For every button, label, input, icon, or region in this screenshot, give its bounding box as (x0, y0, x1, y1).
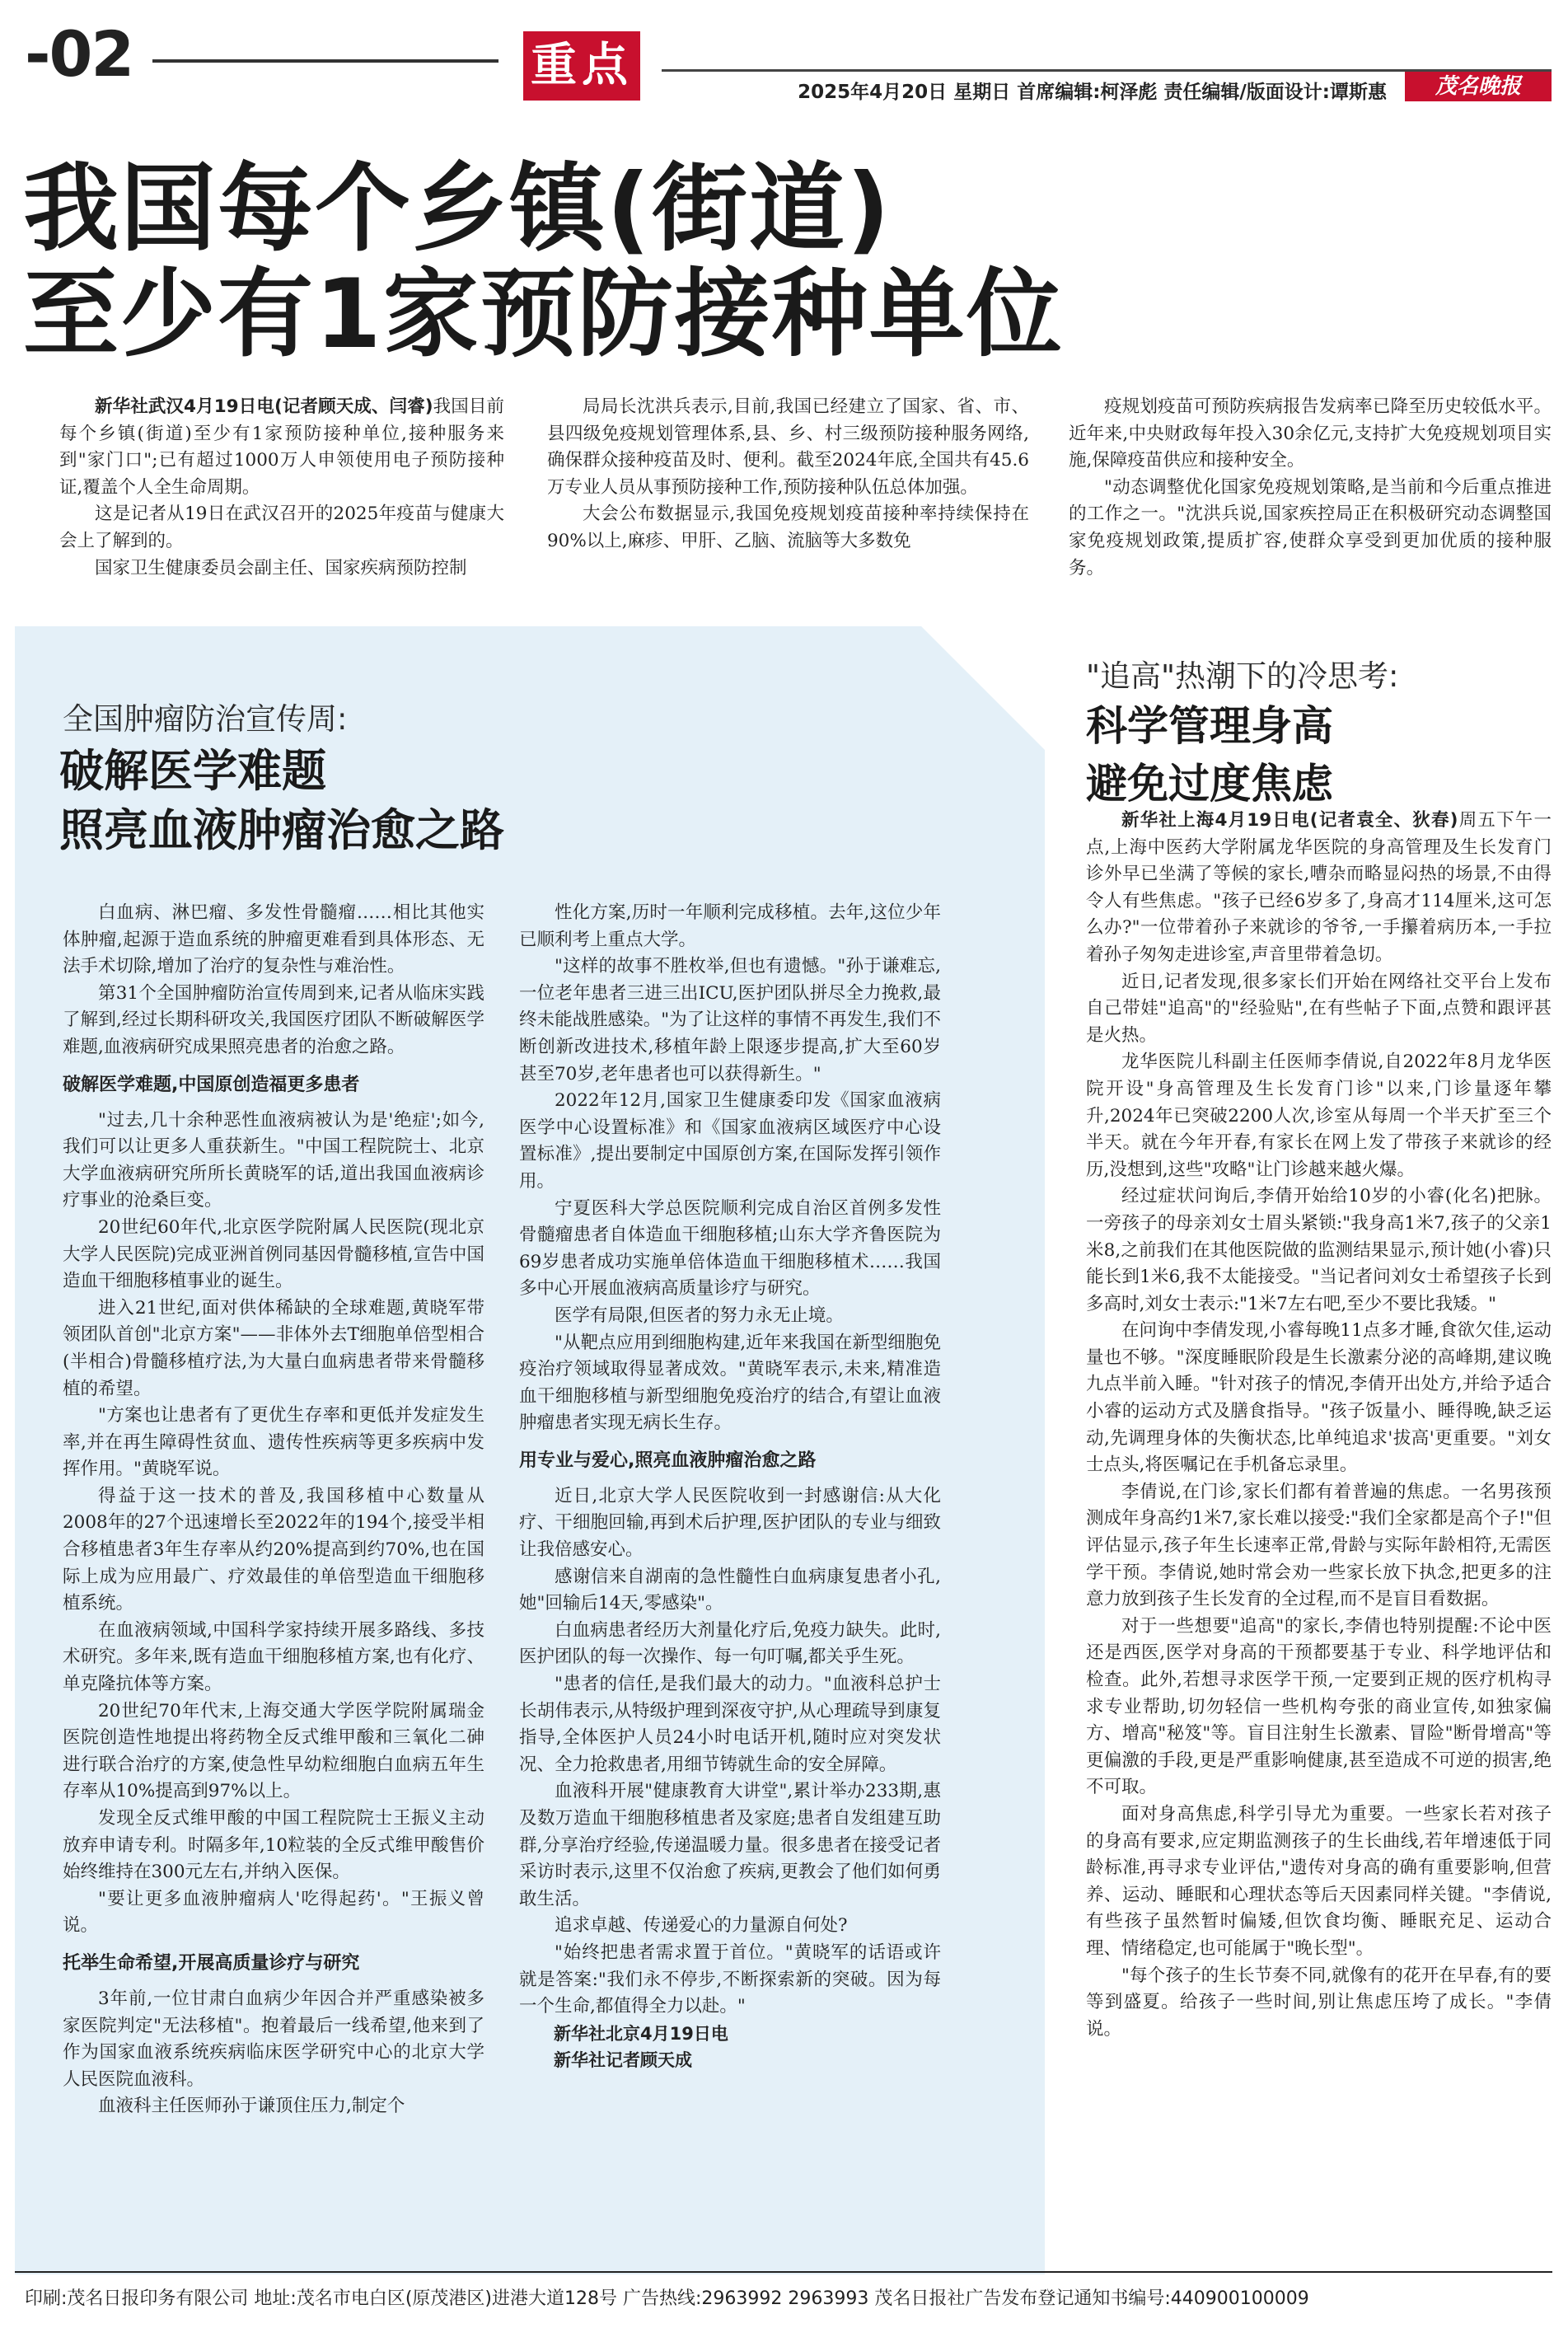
body-paragraph: 发现全反式维甲酸的中国工程院院士王振义主动放弃申请专利。时隔多年,10粒装的全反式维甲酸售价始终维持在300元左右,并纳入医保。 (63, 1808, 484, 1883)
headline-line-2: 至少有1家预防接种单位 (23, 259, 1064, 370)
side-kicker: "追高"热潮下的冷思考: (1086, 658, 1399, 694)
body-paragraph: 血液科开展"健康教育大讲堂",累计举办233期,惠及数万造血干细胞移植患者及家庭;患者自发组建互助群,分享治疗经验,传递温暖力量。很多患者在接受记者采访时表示,这里不仅治愈了疾病,更教会了他们如何勇敢生活。 (519, 1781, 941, 1909)
feature-title-line-1: 破解医学难题 (59, 745, 326, 797)
body-paragraph: "过去,几十余种恶性血液病被认为是'绝症';如今,我们可以让更多人重获新生。"中国工程院院士、北京大学血液病研究所所长黄晓军的话,道出我国血液病诊疗事业的沧桑巨变。 (63, 1109, 484, 1211)
feature-column-1 (63, 900, 484, 2120)
body-paragraph: "动态调整优化国家免疫规划策略,是当前和今后重点推进的工作之一。"沈洪兵说,国家疾控局正在积极研究动态调整国家免疫规划政策,提质扩容,使群众享受到更加优质的接种服务。 (1069, 476, 1552, 578)
headline-line-1: 我国每个乡镇(街道) (23, 153, 892, 265)
body-paragraph: 对于一些想要"追高"的家长,李倩也特别提醒:不论中医还是西医,医学对身高的干预都要基于专业、科学地评估和检查。此外,若想寻求医学干预,一定要到正规的医疗机构寻求专业帮助,切勿轻信一些机构夸张的商业宣传,如独家偏方、增高"秘笈"等。盲目注射生长激素、冒险"断骨增高"等更偏激的手段,更是严重影响健康,甚至造成不可逆的损害,绝不可取。 (1086, 1615, 1552, 1798)
body-paragraph: 大会公布数据显示,我国免疫规划疫苗接种率持续保持在90%以上,麻疹、甲肝、乙脑、流脑等大多数免 (547, 504, 1029, 551)
feature-byline2: 新华社记者顾天成 (554, 2050, 692, 2071)
body-paragraph: "始终把患者需求置于首位。"黄晓军的话语或许就是答案:"我们永不停步,不断探索新的突破。因为每一个生命,都值得全力以赴。" (519, 1942, 941, 2017)
body-paragraph: 性化方案,历时一年顺利完成移植。去年,这位少年已顺利考上重点大学。 (519, 902, 941, 950)
side-title (1086, 697, 1333, 813)
body-paragraph: 国家卫生健康委员会副主任、国家疾病预防控制 (95, 557, 467, 578)
body-paragraph: 龙华医院儿科副主任医师李倩说,自2022年8月龙华医院开设"身高管理及生长发育门诊"以来,门诊量逐年攀升,2024年已突破2200人次,诊室从每周一个半天扩至三个半天。就在今年开春,有家长在网上发了带孩子来就诊的经历,没想到,这些"攻略"让门诊越来越火爆。 (1086, 1052, 1552, 1180)
section-badge: 重点 (523, 31, 640, 101)
body-paragraph: 这是记者从19日在武汉召开的2025年疫苗与健康大会上了解到的。 (59, 504, 504, 551)
header-rule (152, 59, 498, 63)
body-paragraph: 追求卓越、传递爱心的力量源自何处? (555, 1915, 848, 1937)
footer-rule (15, 2271, 1552, 2273)
body-paragraph: "患者的信任,是我们最大的动力。"血液科总护士长胡伟表示,从特级护理到深夜守护,从心理疏导到康复指导,全体医护人员24小时电话开机,随时应对突发状况、全力抢救患者,用细节铸就生命的安全屏障。 (519, 1674, 941, 1775)
body-paragraph: 在问询中李倩发现,小睿每晚11点多才睡,食欲欠佳,运动量也不够。"深度睡眠阶段是生长激素分泌的高峰期,建议晚九点半前入睡。"针对孩子的情况,李倩开出处方,并给予适合小睿的运动方式及膳食指导。"孩子饭量小、睡得晚,缺乏运动,先调理身体的失衡状态,比单纯追求'拔高'更重要。"刘女士点头,将医嘱记在手机备忘录里。 (1086, 1320, 1552, 1476)
body-paragraph: 3年前,一位甘肃白血病少年因合并严重感染被多家医院判定"无法移植"。抱着最后一线希望,他来到了作为国家血液系统疾病临床医学研究中心的北京大学人民医院血液科。 (63, 1988, 484, 2090)
section-subheading: 破解医学难题,中国原创造福更多患者 (63, 1074, 360, 1095)
section-subheading: 托举生命希望,开展高质量诊疗与研究 (63, 1952, 360, 1974)
page-number: -02 (25, 17, 133, 91)
feature-kicker: 全国肿瘤防治宣传周: (63, 701, 348, 737)
body-paragraph: 面对身高焦虑,科学引导尤为重要。一些家长若对孩子的身高有要求,应定期监测孩子的生长曲线,若年增速低于同龄标准,再寻求专业评估,"遗传对身高的确有重要影响,但营养、运动、睡眠和心理状态等后天因素同样关键。"李倩说,有些孩子虽然暂时偏矮,但饮食均衡、睡眠充足、运动合理、情绪稳定,也可能属于"晚长型"。 (1086, 1803, 1552, 1959)
body-paragraph: "要让更多血液肿瘤病人'吃得起药'。"王振义曾说。 (63, 1888, 484, 1937)
footer-imprint: 印刷:茂名日报印务有限公司 地址:茂名市电白区(原茂港区)进港大道128号 广告热线:2963992 2963993 茂名日报社广告发布登记通知书编号:440900100009 (25, 2288, 1309, 2309)
body-paragraph: 经过症状问询后,李倩开始给10岁的小睿(化名)把脉。一旁孩子的母亲刘女士眉头紧锁:"我身高1米7,孩子的父亲1米8,之前我们在其他医院做的监测结果显示,预计她(小睿)只能长到1米6,我不太能接受。"当记者问刘女士希望孩子长到多高时,刘女士表示:"1米7左右吧,至少不要比我矮。" (1086, 1186, 1552, 1314)
side-title-line-1: 科学管理身高 (1086, 702, 1333, 750)
lead-column-3 (1069, 394, 1552, 582)
body-paragraph: 2022年12月,国家卫生健康委印发《国家血液病医学中心设置标准》和《国家血液病区域医疗中心设置标准》,提出要制定中国原创方案,在国际发挥引领作用。 (519, 1090, 941, 1192)
body-paragraph: 近日,北京大学人民医院收到一封感谢信:从大化疗、干细胞回输,再到术后护理,医护团队的专业与细致让我倍感安心。 (519, 1485, 941, 1561)
body-paragraph: 感谢信来自湖南的急性髓性白血病康复患者小孔,她"回输后14天,零感染"。 (519, 1566, 941, 1614)
body-paragraph: "从靶点应用到细胞构建,近年来我国在新型细胞免疫治疗领域取得显著成效。"黄晓军表示,未来,精准造血干细胞移植与新型细胞免疫治疗的结合,有望让血液肿瘤患者实现无病长生存。 (519, 1332, 941, 1434)
article-dateline: 新华社上海4月19日电(记者袁全、狄春) (1121, 810, 1458, 831)
newspaper-logo: 茂名晚报 (1405, 72, 1552, 101)
body-paragraph: 20世纪60年代,北京医学院附属人民医院(现北京大学人民医院)完成亚洲首例同基因骨髓移植,宣告中国造血干细胞移植事业的诞生。 (63, 1216, 484, 1292)
body-paragraph: 李倩说,在门诊,家长们都有着普遍的焦虑。一名男孩预测成年身高约1米7,家长难以接受:"我们全家都是高个子!"但评估显示,孩子年生长速率正常,骨龄与实际年龄相符,无需医学干预。李倩说,她时常会劝一些家长放下执念,把更多的注意力放到孩子生长发育的全过程,而不是盲目看数据。 (1086, 1481, 1552, 1610)
body-paragraph: 白血病患者经历大剂量化疗后,免疫力缺失。此时,医护团队的每一次操作、每一句叮嘱,都关乎生死。 (519, 1619, 941, 1668)
feature-title-line-2: 照亮血液肿瘤治愈之路 (59, 804, 504, 856)
feature-title (59, 742, 504, 860)
body-paragraph: 局局长沈洪兵表示,目前,我国已经建立了国家、省、市、县四级免疫规划管理体系,县、乡、村三级预防接种服务网络,确保群众接种疫苗及时、便利。截至2024年底,全国共有45.6万专业人员从事预防接种工作,预防接种队伍总体加强。 (547, 396, 1029, 498)
body-paragraph: "方案也让患者有了更优生存率和更低并发症发生率,并在再生障碍性贫血、遗传性疾病等更多疾病中发挥作用。"黄晓军说。 (63, 1405, 484, 1480)
article-dateline: 新华社武汉4月19日电(记者顾天成、闫睿) (95, 396, 433, 417)
body-paragraph: 第31个全国肿瘤防治宣传周到来,记者从临床实践了解到,经过长期科研攻关,我国医疗团队不断破解医学难题,血液病研究成果照亮患者的治愈之路。 (63, 982, 484, 1057)
body-paragraph: 近日,记者发现,很多家长们开始在网络社交平台上发布自己带娃"追高"的"经验贴",在有些帖子下面,点赞和跟评甚是火热。 (1086, 971, 1552, 1046)
feature-column-2 (519, 900, 941, 2074)
section-subheading: 用专业与爱心,照亮血液肿瘤治愈之路 (519, 1450, 817, 1471)
body-paragraph: 宁夏医科大学总医院顺利完成自治区首例多发性骨髓瘤患者自体造血干细胞移植;山东大学齐鲁医院为69岁患者成功实施单倍体造血干细胞移植术……我国多中心开展血液病高质量诊疗与研究。 (519, 1197, 941, 1300)
body-paragraph: 进入21世纪,面对供体稀缺的全球难题,黄晓军带领团队首创"北京方案"——非体外去T细胞单倍型相合(半相合)骨髓移植疗法,为大量白血病患者带来骨髓移植的希望。 (63, 1297, 484, 1399)
body-paragraph: 白血病、淋巴瘤、多发性骨髓瘤……相比其他实体肿瘤,起源于造血系统的肿瘤更难看到具体形态、无法手术切除,增加了治疗的复杂性与难治性。 (63, 902, 484, 977)
body-paragraph: 新华社武汉4月19日电(记者顾天成、闫睿)我国目前每个乡镇(街道)至少有1家预防接种单位,接种服务来到"家门口";已有超过1000万人申领使用电子预防接种证,覆盖个人全生命周期。 (59, 396, 504, 498)
body-paragraph: 血液科主任医师孙于谦顶住压力,制定个 (98, 2096, 405, 2117)
body-paragraph: 在血液病领域,中国科学家持续开展多路线、多技术研究。多年来,既有造血干细胞移植方案,也有化疗、单克隆抗体等方案。 (63, 1619, 484, 1695)
body-paragraph: 医学有局限,但医者的努力永无止境。 (555, 1305, 844, 1326)
side-article-body (1086, 808, 1552, 2043)
body-paragraph: 20世纪70年代末,上海交通大学医学院附属瑞金医院创造性地提出将药物全反式维甲酸和三氧化二砷进行联合治疗的方案,使急性早幼粒细胞白血病五年生存率从10%提高到97%以上。 (63, 1700, 484, 1802)
body-paragraph: "每个孩子的生长节奏不同,就像有的花开在早春,有的要等到盛夏。给孩子一些时间,别让焦虑压垮了成长。"李倩说。 (1086, 1965, 1552, 2040)
body-paragraph: "这样的故事不胜枚举,但也有遗憾。"孙于谦难忘,一位老年患者三进三出ICU,医护团队拼尽全力挽救,最终未能战胜感染。"为了让这样的事情不再发生,我们不断创新改进技术,移植年龄上限逐步提高,扩大至60岁甚至70岁,老年患者也可以获得新生。" (519, 956, 941, 1084)
lead-column-1 (59, 394, 504, 582)
side-title-line-2: 避免过度焦虑 (1086, 760, 1333, 808)
dateline-bar (662, 69, 1552, 101)
lead-column-2 (547, 394, 1029, 555)
body-paragraph: 疫规划疫苗可预防疾病报告发病率已降至历史较低水平。近年来,中央财政每年投入30余亿元,支持扩大免疫规划项目实施,保障疫苗供应和接种安全。 (1069, 396, 1552, 471)
issue-dateline: 2025年4月20日 星期日 首席编辑:柯泽彪 责任编辑/版面设计:谭斯惠 (798, 82, 1387, 103)
main-headline (23, 153, 1556, 370)
feature-byline1: 新华社北京4月19日电 (554, 2023, 728, 2044)
body-paragraph: 得益于这一技术的普及,我国移植中心数量从2008年的27个迅速增长至2022年的194个,接受半相合移植患者3年生存率从约20%提高到约70%,也在国际上成为应用最广、疗效最佳的单倍型造血干细胞移植系统。 (63, 1485, 484, 1614)
body-paragraph: 新华社上海4月19日电(记者袁全、狄春)周五下午一点,上海中医药大学附属龙华医院的身高管理及生长发育门诊外早已坐满了等候的家长,嘈杂而略显闷热的场景,不由得令人有些焦虑。"孩子已经6岁多了,身高才114厘米,这可怎么办?"一位带着孙子来就诊的爷爷,一手攥着病历本,一手拉着孙子匆匆走进诊室,声音里带着急切。 (1086, 810, 1552, 965)
